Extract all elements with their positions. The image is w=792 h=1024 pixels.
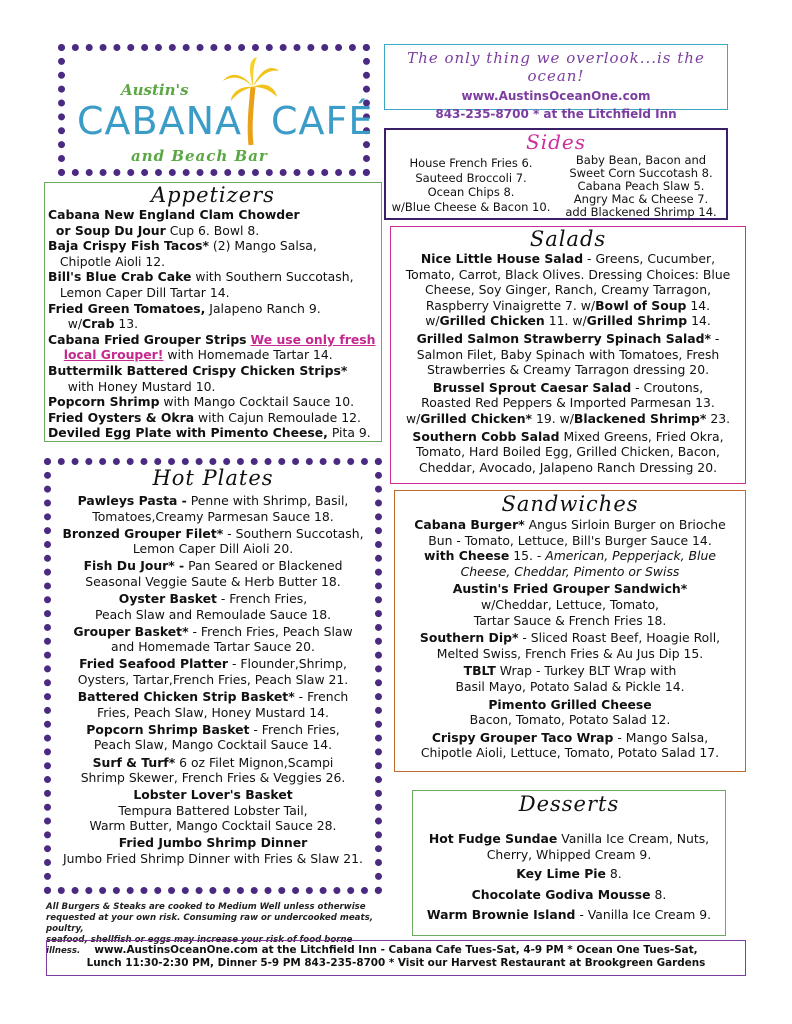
hot-plates-title: Hot Plates [152,466,274,490]
appetizer-crab-cake: Bill's Blue Crab Cake with Southern Succotash, Lemon Caper Dill Tartar 14. [48,269,354,300]
appetizer-clam-chowder: Cabana New England Clam Chowder or Soup Du Jour Cup 6. Bowl 8. [48,207,300,238]
logo-bottom-text: and Beach Bar [131,147,268,165]
disclaimer: All Burgers & Steaks are cooked to Medium Well unless otherwise requested at your own risk. Consuming raw or undercooked meats, poultry, seafood, shellfish or eggs may increase your risk of food borne illness. [46,902,373,956]
sides-box [384,128,728,220]
side-item: Sauteed Broccoli 7. [415,170,527,185]
dessert-brownie: Warm Brownie Island - Vanilla Ice Cream 9. [426,907,712,923]
appetizer-grouper-strips: Cabana Fried Grouper Strips We use only fresh local Grouper! with Homemade Tartar 14. [48,331,376,363]
logo-top-text: Austin's [121,81,189,99]
desserts-box [412,790,726,936]
hot-plate-item: Lobster Lover's Basket Tempura Battered Lobster Tail, Warm Butter, Mango Cocktail Sauce 28. [89,787,337,834]
sandwich-pimento: Pimento Grilled Cheese Bacon, Tomato, Potato Salad 12. [469,696,671,728]
local-grouper-link[interactable]: We use only fresh [250,331,376,347]
appetizers-title: Appetizers [151,183,275,207]
sandwich-southern-dip: Southern Dip* - Sliced Roast Beef, Hoagie Roll, Melted Swiss, French Fries & Au Jus Dip 15. [419,630,721,661]
appetizer-fish-tacos: Baja Crispy Fish Tacos* (2) Mango Salsa, Chipotle Aioli 12. [48,238,317,269]
hot-plate-item: Oyster Basket - French Fries, Peach Slaw and Remoulade Sauce 18. [94,591,332,622]
salad-house: Nice Little House Salad - Greens, Cucumber, Tomato, Carrot, Black Olives. Dressing Choices: Blue Cheese, Soy Ginger, Ranch, Creamy Tarragon, Raspberry Vinaigrette 7. w/Bowl of Soup 14. w/Grilled Chicken 11. w/Grilled Shrimp 14. [405,251,731,329]
hot-plate-item: Popcorn Shrimp Basket - French Fries, Peach Slaw, Mango Cocktail Sauce 14. [86,721,340,753]
hot-plate-item: Bronzed Grouper Filet* - Southern Succotash, Lemon Caper Dill Aioli 20. [62,525,364,557]
hot-plate-item: Surf & Turf* 6 oz Filet Mignon,Scampi Shrimp Skewer, French Fries & Veggies 26. [80,754,346,786]
sandwiches-title: Sandwiches [501,492,639,516]
hot-plate-item: Fried Jumbo Shrimp Dinner Jumbo Fried Shrimp Dinner with Fries & Slaw 21. [63,835,363,867]
dessert-key-lime: Key Lime Pie 8. [516,866,622,882]
sides-title: Sides [526,130,586,154]
sides-left-col [386,156,556,214]
salads-title: Salads [529,227,607,251]
salad-cobb: Southern Cobb Salad Mixed Greens, Fried Okra, Tomato, Hard Boiled Egg, Grilled Chicken, Bacon, Cheddar, Avocado, Jalapeno Ranch Dressing 20. [412,428,724,475]
desserts-title: Desserts [518,792,620,816]
appetizers-box [44,182,382,442]
sides-right-col [556,154,726,219]
side-item: Angry Mac & Cheese 7. [573,192,709,206]
dessert-sundae: Hot Fudge Sundae Vanilla Ice Cream, Nuts, Cherry, Whipped Cream 9. [428,831,710,862]
hot-plate-item: Fried Seafood Platter - Flounder,Shrimp, Oysters, Tartar,French Fries, Peach Slaw 21. [77,656,349,688]
appetizer-chicken-strips: Buttermilk Battered Crispy Chicken Strips* with Honey Mustard 10. [48,362,348,394]
hot-plate-item: Fish Du Jour* - Pan Seared or Blackened Seasonal Veggie Saute & Herb Butter 18. [83,558,343,589]
tagline-box [384,44,728,121]
footer-line-2: Lunch 11:30-2:30 PM, Dinner 5-9 PM 843-235-8700 * Visit our Harvest Restaurant at Brookgreen Gardens [86,957,706,969]
sandwich-burger: Cabana Burger* Angus Sirloin Burger on Brioche Bun - Tomato, Lettuce, Bill's Burger Sauce 14. with Cheese 15. - American, Pepperjack, Blue Cheese, Cheddar, Pimento or Swiss [414,517,726,579]
tagline: The only thing we overlook...is the ocean! [407,49,705,85]
side-item: Sweet Corn Succotash 8. [569,166,713,180]
logo-box [58,44,374,176]
appetizer-popcorn-shrimp: Popcorn Shrimp with Mango Cocktail Sauce 10. [48,394,355,410]
local-grouper-link-2[interactable]: local Grouper! [63,347,164,363]
footer-line-1: www.AustinsOceanOne.com at the Litchfield Inn - Cabana Cafe Tues-Sat, 4-9 PM * Ocean One Tues-Sat, [94,944,698,956]
salad-caesar: Brussel Sprout Caesar Salad - Croutons, Roasted Red Peppers & Imported Parmesan 13. w/Grilled Chicken* 19. w/Blackened Shrimp* 23. [405,379,731,426]
side-item: add Blackened Shrimp 14. [565,205,717,219]
side-item: Ocean Chips 8. [427,185,515,199]
appetizer-deviled-egg: Deviled Egg Plate with Pimento Cheese, Pita 9. [48,425,371,441]
dessert-mousse: Chocolate Godiva Mousse 8. [471,886,667,902]
side-item: Baby Bean, Bacon and [575,153,707,167]
footer-box [46,940,746,976]
sandwich-taco-wrap: Crispy Grouper Taco Wrap - Mango Salsa, Chipotle Aioli, Lettuce, Tomato, Potato Salad 17. [420,729,720,761]
header-url[interactable]: www.AustinsOceanOne.com [461,89,651,103]
salads-box [390,226,746,484]
sandwich-tblt: TBLT Wrap - Turkey BLT Wrap with Basil Mayo, Potato Salad & Pickle 14. [455,663,685,694]
side-item: Cabana Peach Slaw 5. [577,179,705,193]
side-item: House French Fries 6. [409,156,533,170]
sandwich-grouper: Austin's Fried Grouper Sandwich* w/Cheddar, Lettuce, Tomato, Tartar Sauce & French Fries 18. [452,581,688,628]
hot-plate-item: Battered Chicken Strip Basket* - French Fries, Peach Slaw, Honey Mustard 14. [77,689,349,720]
logo-name-right: CAFÉ [271,99,374,143]
appetizer-oysters-okra: Fried Oysters & Okra with Cajun Remoulade 12. [48,409,361,425]
logo-name-left: CABANA [77,99,243,143]
appetizer-green-tomatoes: Fried Green Tomatoes, Jalapeno Ranch 9. w/Crab 13. [48,300,321,332]
salad-salmon: Grilled Salmon Strawberry Spinach Salad* - Salmon Filet, Baby Spinach with Tomatoes, Fresh Strawberries & Creamy Tarragon dressing 20. [416,330,720,378]
hot-plates-box [44,458,382,894]
sandwiches-box [394,490,746,772]
hot-plate-item: Pawleys Pasta - Penne with Shrimp, Basil, Tomatoes,Creamy Parmesan Sauce 18. [77,493,349,524]
side-item: w/Blue Cheese & Bacon 10. [391,199,551,214]
hot-plate-item: Grouper Basket* - French Fries, Peach Slaw and Homemade Tartar Sauce 20. [73,623,353,655]
header-phone: 843-235-8700 * at the Litchfield Inn [435,107,677,121]
